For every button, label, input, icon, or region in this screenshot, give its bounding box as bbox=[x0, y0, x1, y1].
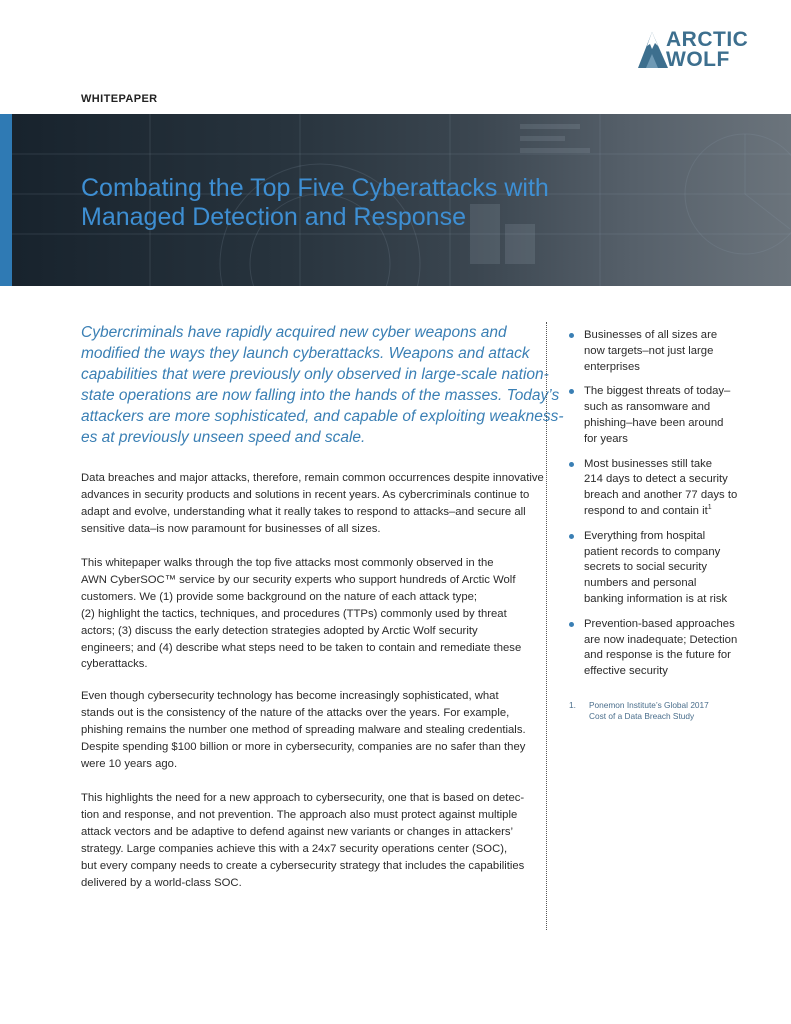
bullet-line: now targets–not just large bbox=[584, 344, 714, 357]
body-paragraph-3 bbox=[81, 688, 531, 773]
list-item bbox=[569, 529, 769, 608]
list-item bbox=[569, 384, 769, 447]
body-line: phishing remains the number one method of spreading malware and stealing credentials. bbox=[81, 723, 526, 736]
column-divider bbox=[546, 322, 547, 930]
bullet-line: effective security bbox=[584, 665, 668, 678]
bullet-line: phishing–have been around bbox=[584, 416, 724, 429]
bullet-line: Most businesses still take bbox=[584, 457, 713, 470]
bullet-icon bbox=[569, 462, 574, 467]
bullet-line: 214 days to detect a security bbox=[584, 473, 728, 486]
title-line: Combating the Top Five Cyberattacks with bbox=[81, 174, 549, 202]
body-line: customers. We (1) provide some background on the nature of each attack type; bbox=[81, 590, 478, 603]
body-line: tion and response, and not prevention. The approach also must protect against multiple bbox=[81, 808, 518, 821]
intro-line: Cybercriminals have rapidly acquired new cyber weapons and bbox=[81, 324, 507, 341]
intro-paragraph bbox=[81, 322, 564, 448]
bullet-line: numbers and personal bbox=[584, 577, 697, 590]
body-line: attack vectors and be adaptive to defend against new variants or changes in attackers’ bbox=[81, 825, 514, 838]
footnote-number: 1. bbox=[569, 700, 576, 710]
intro-line: state operations are now falling into the hands of the masses. Today’s bbox=[81, 387, 560, 404]
wolf-mountain-icon bbox=[636, 30, 670, 70]
bullet-line: The biggest threats of today– bbox=[584, 385, 731, 398]
list-item bbox=[569, 328, 769, 375]
bullet-line: such as ransomware and bbox=[584, 401, 711, 414]
bullet-icon bbox=[569, 333, 574, 338]
sidebar-key-points bbox=[569, 328, 769, 680]
bullet-line: Prevention-based approaches bbox=[584, 617, 735, 630]
bullet-line: for years bbox=[584, 432, 628, 445]
body-line: AWN CyberSOC™ service by our security experts who support hundreds of Arctic Wolf bbox=[81, 573, 516, 586]
body-line: stands out is the consistency of the nature of the attacks over the years. For example, bbox=[81, 706, 510, 719]
body-line: strategy. Large companies achieve this with a 24x7 security operations center (SOC), bbox=[81, 842, 508, 855]
body-line: delivered by a world-class SOC. bbox=[81, 876, 242, 889]
body-line: Despite spending $100 billion or more in cybersecurity, companies are no safer than they bbox=[81, 740, 526, 753]
footnote-line: Ponemon Institute’s Global 2017 bbox=[589, 700, 709, 710]
bullet-text: respond to and contain it bbox=[584, 504, 708, 517]
body-line: advances in security products and solutions in recent years. As cybercriminals continue to bbox=[81, 488, 530, 501]
body-paragraph-4 bbox=[81, 790, 531, 891]
bullet-line: and response is the future for bbox=[584, 649, 731, 662]
body-paragraph-2 bbox=[81, 555, 531, 673]
bullet-icon bbox=[569, 389, 574, 394]
bullet-line: are now inadequate; Detection bbox=[584, 633, 738, 646]
title-line: Managed Detection and Response bbox=[81, 203, 466, 231]
logo-wordmark bbox=[666, 30, 776, 70]
bullet-line: secrets to social security bbox=[584, 561, 708, 574]
body-line: adapt and evolve, understanding what it really takes to respond to attacks–and secure all bbox=[81, 505, 526, 518]
bullet-line: enterprises bbox=[584, 360, 640, 373]
hero-accent-bar bbox=[0, 114, 12, 286]
body-line: This highlights the need for a new approach to cybersecurity, one that is based on detec- bbox=[81, 792, 525, 804]
bullet-line: breach and another 77 days to bbox=[584, 489, 738, 502]
document-type-label: WHITEPAPER bbox=[81, 93, 158, 105]
intro-line: attackers are more sophisticated, and capable of exploiting weakness- bbox=[81, 408, 564, 425]
body-line: actors; (3) discuss the early detection strategies adopted by Arctic Wolf security bbox=[81, 624, 478, 637]
body-paragraph-1 bbox=[81, 470, 544, 538]
bullet-line: Everything from hospital bbox=[584, 529, 706, 542]
body-line: cyberattacks. bbox=[81, 658, 148, 671]
body-line: (2) highlight the tactics, techniques, and procedures (TTPs) commonly used by threat bbox=[81, 607, 507, 620]
body-line: engineers; and (4) describe what steps need to be taken to contain and remediate these bbox=[81, 641, 522, 654]
logo-line-1: ARCTIC bbox=[666, 28, 749, 51]
intro-line: modified the ways they launch cyberattacks. Weapons and attack bbox=[81, 345, 530, 362]
list-item bbox=[569, 457, 769, 520]
bullet-icon bbox=[569, 534, 574, 539]
hero-banner bbox=[0, 114, 791, 286]
bullet-line: patient records to company bbox=[584, 545, 721, 558]
body-line: Even though cybersecurity technology has become increasingly sophisticated, what bbox=[81, 690, 499, 702]
body-line: but every company needs to create a cybersecurity strategy that includes the capabilities bbox=[81, 859, 525, 872]
bullet-icon bbox=[569, 622, 574, 627]
footnote-ref: 1 bbox=[707, 504, 712, 512]
bullet-line bbox=[584, 504, 769, 520]
arctic-wolf-logo bbox=[636, 30, 776, 74]
logo-line-2: WOLF bbox=[666, 48, 730, 71]
footnote-text bbox=[589, 700, 709, 722]
page-title bbox=[81, 174, 641, 232]
body-line: Data breaches and major attacks, therefore, remain common occurrences despite innovative bbox=[81, 472, 544, 484]
bullet-line: Businesses of all sizes are bbox=[584, 329, 718, 341]
footnote-line: Cost of a Data Breach Study bbox=[589, 711, 695, 721]
intro-line: capabilities that were previously only observed in large-scale nation- bbox=[81, 366, 549, 383]
list-item bbox=[569, 617, 769, 680]
body-line: were 10 years ago. bbox=[81, 757, 178, 770]
body-line: sensitive data–is now paramount for businesses of all sizes. bbox=[81, 522, 381, 535]
intro-line: es at previously unseen speed and scale. bbox=[81, 429, 366, 446]
bullet-line: banking information is at risk bbox=[584, 592, 728, 605]
body-line: This whitepaper walks through the top five attacks most commonly observed in the bbox=[81, 557, 494, 569]
